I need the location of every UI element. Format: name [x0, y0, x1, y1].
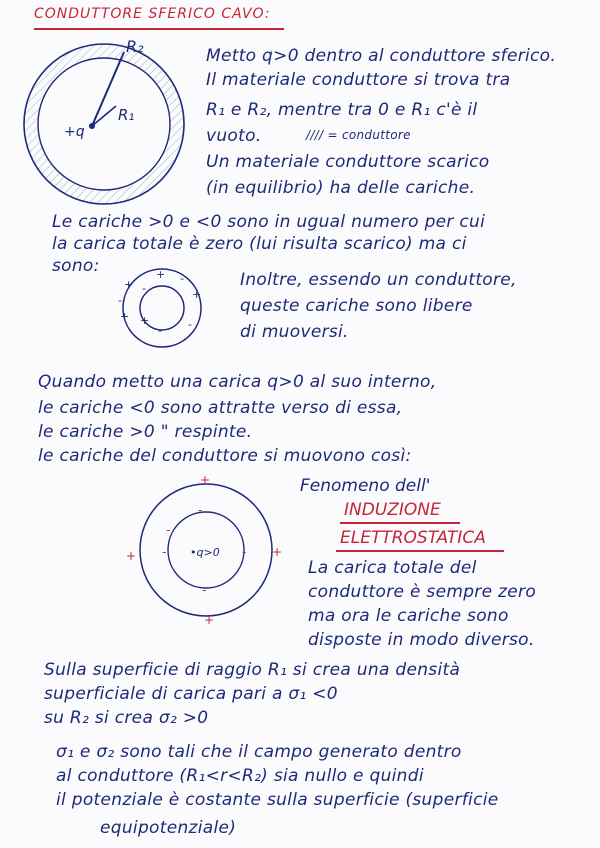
section1-line-4: vuoto. [206, 126, 262, 146]
section6-line-1: Sulla superficie di raggio R₁ si crea una densità [44, 660, 461, 680]
svg-text:-: - [198, 503, 203, 517]
svg-text:-: - [158, 324, 162, 337]
diagram-induction [126, 473, 296, 627]
hatch-legend: //// = conduttore [306, 128, 411, 142]
svg-text:+: + [192, 288, 202, 301]
label-charge: +q [64, 124, 85, 140]
svg-text:+: + [204, 613, 215, 627]
phenomenon-line-2: ELETTROSTATICA [340, 528, 486, 548]
svg-text:-: - [242, 545, 247, 559]
svg-text:+: + [156, 268, 166, 281]
section4-line-4: le cariche del conduttore si muovono così: [38, 446, 412, 466]
svg-text:-: - [202, 583, 207, 597]
section2-line-3: sono: [52, 256, 100, 276]
section2-line-2: la carica totale è zero (lui risulta scarico) ma ci [52, 234, 467, 254]
label-q-positive: •q>0 [190, 546, 220, 559]
section5-line-4: disposte in modo diverso. [308, 630, 535, 650]
section7-line-3: il potenziale è costante sulla superficie (superficie [56, 790, 499, 810]
section5-line-2: conduttore è sempre zero [308, 582, 537, 602]
section3-line-3: di muoversi. [240, 322, 349, 342]
title-underline [34, 28, 284, 30]
svg-text:+: + [126, 549, 137, 563]
section6-line-2: superficiale di carica pari a σ₁ <0 [44, 684, 338, 704]
svg-text:+: + [200, 473, 211, 487]
section7-line-4: equipotenziale) [100, 818, 237, 838]
svg-text:-: - [162, 545, 167, 559]
section3-line-1: Inoltre, essendo un conduttore, [240, 270, 517, 290]
svg-text:+: + [124, 278, 134, 291]
label-r1: R₁ [118, 106, 135, 124]
phenomenon-prefix: Fenomeno dell' [300, 476, 431, 496]
section3-line-2: queste cariche sono libere [240, 296, 473, 316]
svg-text:-: - [118, 294, 122, 307]
phenomenon-underline-1 [340, 522, 460, 524]
page-title: CONDUTTORE SFERICO CAVO: [34, 6, 271, 22]
section1-line-6: (in equilibrio) ha delle cariche. [206, 178, 476, 198]
phenomenon-line-1: INDUZIONE [344, 500, 441, 520]
svg-text:-: - [166, 523, 171, 537]
svg-text:+: + [140, 314, 150, 327]
section7-line-2: al conduttore (R₁<r<R₂) sia nullo e quindi [56, 766, 424, 786]
svg-text:+: + [120, 310, 130, 323]
svg-text:-: - [180, 272, 184, 285]
section4-line-2: le cariche <0 sono attratte verso di essa, [38, 398, 403, 418]
section6-line-3: su R₂ si crea σ₂ >0 [44, 708, 209, 728]
diagram-neutral-conductor [120, 268, 220, 358]
section1-line-1: Metto q>0 dentro al conduttore sferico. [206, 46, 557, 66]
svg-text:-: - [142, 282, 146, 295]
section4-line-3: le cariche >0 " respinte. [38, 422, 253, 442]
phenomenon-underline-2 [336, 550, 504, 552]
section5-line-3: ma ora le cariche sono [308, 606, 509, 626]
svg-text:-: - [188, 318, 192, 331]
section2-line-1: Le cariche >0 e <0 sono in ugual numero per cui [52, 212, 486, 232]
section1-line-5: Un materiale conduttore scarico [206, 152, 490, 172]
diagram-hollow-sphere [20, 34, 195, 209]
label-r2: R₂ [126, 37, 144, 56]
section1-line-3: R₁ e R₂, mentre tra 0 e R₁ c'è il [206, 100, 478, 120]
section5-line-1: La carica totale del [308, 558, 477, 578]
section4-line-1: Quando metto una carica q>0 al suo interno, [38, 372, 437, 392]
section1-line-2: Il materiale conduttore si trova tra [206, 70, 511, 90]
section7-line-1: σ₁ e σ₂ sono tali che il campo generato dentro [56, 742, 462, 762]
svg-text:+: + [272, 545, 283, 559]
